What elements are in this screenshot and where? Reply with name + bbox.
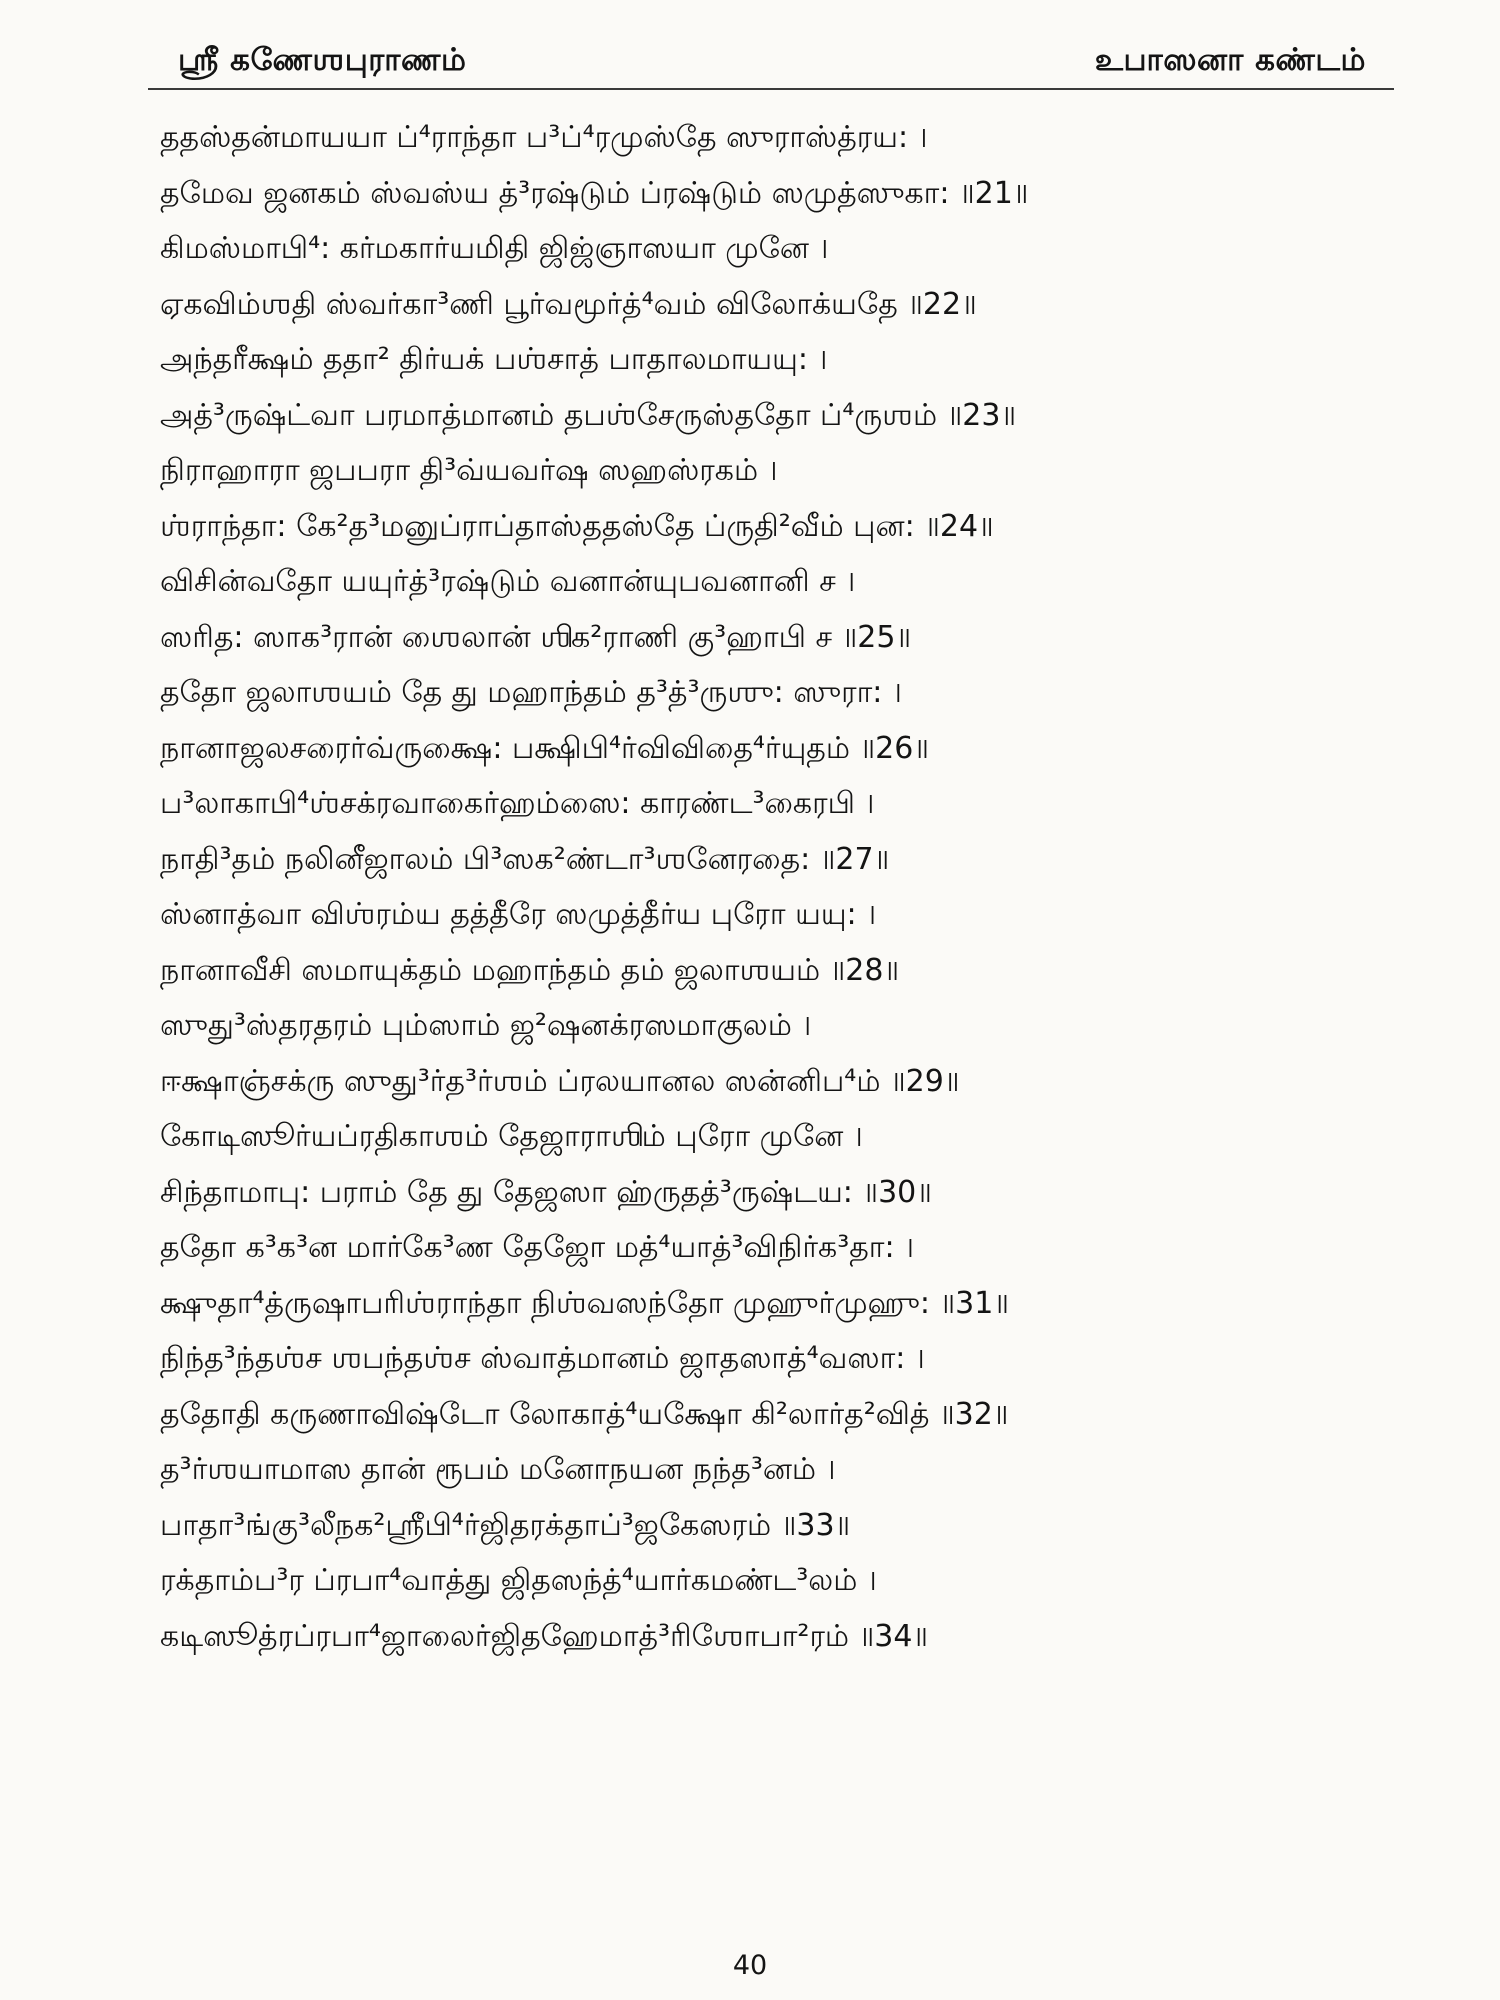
page-number: 40 <box>732 1950 768 1981</box>
verse-line: ஸுது³ஸ்தரதரம் பும்ஸாம் ஜ²ஷனக்ரஸமாகுலம் । <box>160 1008 812 1043</box>
verse-line: ததோதி கருணாவிஷ்டோ லோகாத்⁴யக்ஷோ கி²லார்த²வித் ॥32॥ <box>160 1396 1009 1432</box>
verse-line: நிராஹாரா ஜபபரா தி³வ்யவர்ஷ ஸஹஸ்ரகம் । <box>160 453 778 488</box>
verse-line: தமேவ ஜனகம் ஸ்வஸ்ய த்³ரஷ்டும் ப்ரஷ்டும் ஸமுத்ஸுகா: ॥21॥ <box>160 175 1029 211</box>
verse-block <box>160 110 1380 1664</box>
verse-line: ஸரித: ஸாக³ரான் ஶைலான் ஶிக²ராணி கு³ஹாபி ச ॥25॥ <box>160 619 912 655</box>
verse-line: பாதா³ங்கு³லீநக²ஶ்ரீபி⁴ர்ஜிதரக்தாப்³ஜகேஸரம் ॥33॥ <box>160 1507 851 1543</box>
verse-line: ததோ ஜலாஶயம் தே து மஹாந்தம் த³த்³ருஶு: ஸுரா: । <box>160 675 902 710</box>
verse-line: கடிஸூத்ரப்ரபா⁴ஜாலைர்ஜிதஹேமாத்³ரிஶோபா²ரம் ॥34॥ <box>160 1618 929 1654</box>
running-title-left: ஸ்ரீ கணேஶபுராணம் <box>178 42 467 78</box>
verse-line: கோடிஸூர்யப்ரதிகாஶம் தேஜாராஶிம் புரோ முனே । <box>160 1119 863 1154</box>
verse-line: அந்தரீக்ஷம் ததா² திர்யக் பஶ்சாத் பாதாலமாயயு: । <box>160 342 828 377</box>
verse-line: ஏகவிம்ஶதி ஸ்வர்கா³ணி பூர்வமூர்த்⁴வம் விலோக்யதே ॥22॥ <box>160 286 977 322</box>
verse-line: ததஸ்தன்மாயயா ப்⁴ராந்தா ப³ப்⁴ரமுஸ்தே ஸுராஸ்த்ரய: । <box>160 120 928 155</box>
verse-line: ததோ க³க³ன மார்கே³ண தேஜோ மத்⁴யாத்³விநிர்க³தா: । <box>160 1230 915 1265</box>
verse-line: ப³லாகாபி⁴ஶ்சக்ரவாகைர்ஹம்ஸை: காரண்ட³கைரபி । <box>160 786 875 821</box>
verse-line: சிந்தாமாபு: பராம் தே து தேஜஸா ஹ்ருதத்³ருஷ்டய: ॥30॥ <box>160 1174 932 1210</box>
verse-line: ஈக்ஷாஞ்சக்ரு ஸுது³ர்த³ர்ஶம் ப்ரலயானல ஸன்னிப⁴ம் ॥29॥ <box>160 1063 960 1099</box>
running-title-right: உபாஸனா கண்டம் <box>1094 42 1366 78</box>
verse-line: நானாஜலசரைர்வ்ருக்ஷை: பக்ஷிபி⁴ர்விவிதை⁴ர்யுதம் ॥26॥ <box>160 730 929 766</box>
page-header <box>148 38 1388 88</box>
verse-line: த³ர்ஶயாமாஸ தான் ரூபம் மனோநயன நந்த³னம் । <box>160 1452 836 1487</box>
header-rule <box>148 88 1394 90</box>
verse-line: அத்³ருஷ்ட்வா பரமாத்மானம் தபஶ்சேருஸ்ததோ ப்⁴ருஶம் ॥23॥ <box>160 397 1017 433</box>
verse-line: நானாவீசி ஸமாயுக்தம் மஹாந்தம் தம் ஜலாஶயம் ॥28॥ <box>160 952 900 988</box>
verse-line: ஶ்ராந்தா: கே²த³மனுப்ராப்தாஸ்ததஸ்தே ப்ருதி²வீம் புன: ॥24॥ <box>160 508 994 544</box>
verse-line: ரக்தாம்ப³ர ப்ரபா⁴வாத்து ஜிதஸந்த்⁴யார்கமண்ட³லம் । <box>160 1563 877 1598</box>
verse-line: நாதி³தம் நலினீஜாலம் பி³ஸக²ண்டா³ஶனேரதை: ॥27॥ <box>160 841 890 877</box>
verse-line: நிந்த³ந்தஶ்ச ஶபந்தஶ்ச ஸ்வாத்மானம் ஜாதஸாத்⁴வஸா: । <box>160 1341 925 1376</box>
verse-line: கிமஸ்மாபி⁴: கர்மகார்யமிதி ஜிஜ்ஞாஸயா முனே । <box>160 231 829 266</box>
verse-line: ஸ்னாத்வா விஶ்ரம்ய தத்தீரே ஸமுத்தீர்ய புரோ யயு: । <box>160 897 877 932</box>
verse-line: க்ஷுதா⁴த்ருஷாபரிஶ்ராந்தா நிஶ்வஸந்தோ முஹுர்முஹு: ॥31॥ <box>160 1285 1009 1321</box>
verse-line: விசின்வதோ யயுர்த்³ரஷ்டும் வனான்யுபவனானி ச । <box>160 564 856 599</box>
